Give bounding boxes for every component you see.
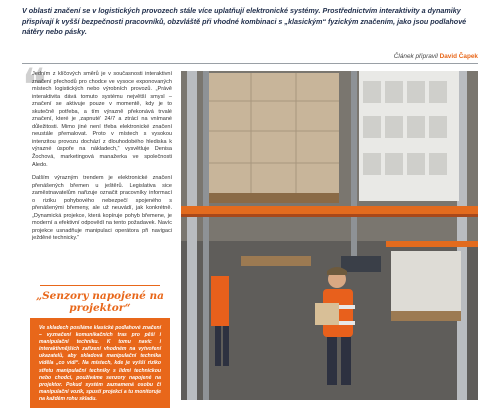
credit-prefix: Článek připravil [393,53,438,60]
pull-quote-divider [40,285,160,286]
article-credit [394,53,478,60]
sidebar-box: Ve skladech posíláme klasické podlahové značení – vyznačení komunikačních tras pro pěší i manipulační techniku. K tomu navíc i interaktivnějších zařízení vhodném na vytvoření ukazatelů, aby skladová manipulační technika viděla „co vidí“. Na místech, kde je vyšší riziko střetu manipulační techniky s lidmi technickou nebo chodci, používáme senzory napojené na projektor. Pokud systém zaznamená osobu či manipulační vozík, spustí projekci a tu monitoruje na každém rohu skladu. [30,318,170,408]
credit-author: David Čapek [439,53,478,60]
body-paragraph-2: Dalším výrazným trendem je elektronické značení přenášených břemen u ještěrů. Legislativa sice zaměstnavatelům nařizuje označit pracovníky informací o riziku pohybového nebezpečí spojeného s přenášenými břemeny, ale už neuvádí, jak konkrétně. „Dynamická projekce, která kopíruje pohyb břemene, je moderní a efektivní odpovědí na tento požadavek. Navíc projekce usnadňuje manipulaci operátora při navigaci ježděné technicky.“ [32,175,172,242]
quote-mark-icon: ❝ [22,58,47,112]
warehouse-illustration [181,71,478,400]
body-paragraph-1: Jedním z klíčových směrů je v současnosti interaktivní značení přechodů pro chodce ve vysoce exponovaných místech logistických nebo výrobních provozů. „Právě interaktivita dává tomuto systému největší smysl – značení se aktivuje pouze v momentě, kdy je to skutečně potřeba, a tím výrazně překonává trvalé značení, které je ‚zapnuté‘ 24/7 a ztrácí na vnímané důležitosti. Mimo jiné není třeba elektronické značení neustále přemalovat. Proto v místech s vysokou intenzitou provozu dochází z dlouhodobého hlediska k výrazné úspoře na nákladech,“ vysvětluje Denisa Žochová, marketingová manažerka ve společnosti Aledo. [32,71,172,168]
pull-quote-title: „Senzory napojené na projektor“ [36,290,164,314]
warehouse-photo [181,71,478,400]
pull-quote [30,285,170,314]
article-body [32,71,172,249]
article-lead: V oblasti značení se v logistických provozech stále více uplatňují elektronické systémy. Prostřednictvím interaktivity a dynamiky přispívají k vyšší bezpečnosti pracovníků, obzvláště při vhodné kombinaci s „klasickým“ fyzickým značením, jako jsou podlahové nátěry nebo pásky. [22,6,467,36]
header-divider [22,63,478,64]
